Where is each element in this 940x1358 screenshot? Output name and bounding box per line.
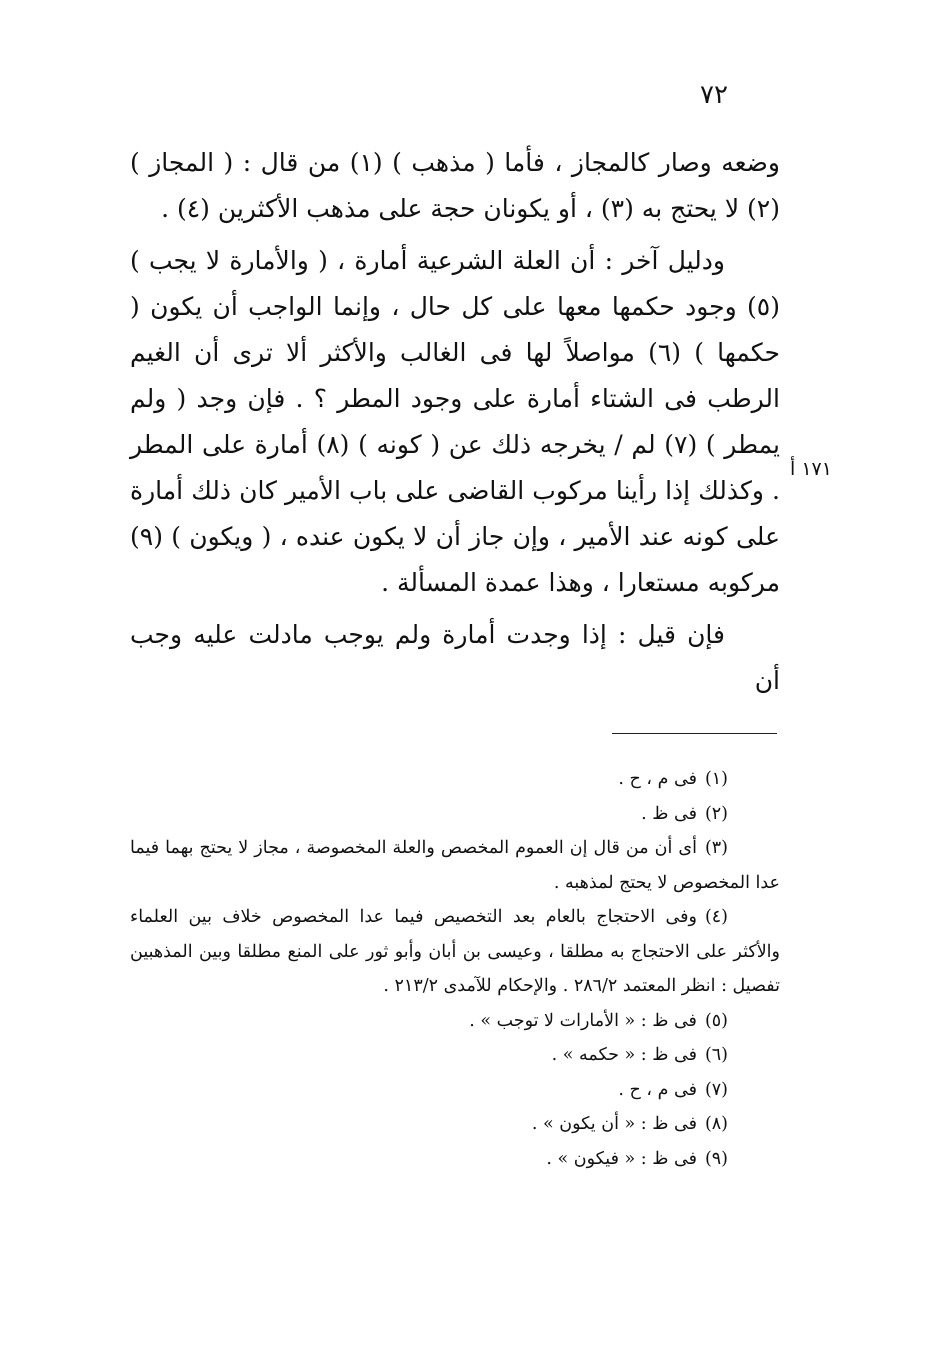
footnote-number: (٦) <box>704 1045 728 1065</box>
footnote-text: فى ظ : « أن يكون » . <box>531 1114 697 1134</box>
footnote-3 <box>130 831 780 900</box>
footnote-text: فى م ، ح . <box>618 1079 697 1100</box>
footnote-text: فى ظ . <box>641 803 697 824</box>
footnote-separator <box>612 733 777 734</box>
footnote-text: فى ظ : « الأمارات لا توجب » . <box>469 1010 697 1031</box>
margin-folio-note: ١٧١ أ <box>790 458 832 480</box>
footnote-number: (٣) <box>704 838 728 858</box>
footnote-4 <box>130 900 780 1004</box>
footnote-7 <box>130 1073 780 1108</box>
paragraph-2: ودليل آخر : أن العلة الشرعية أمارة ، ( والأمارة لا يجب ) (٥) وجود حكمها معها على كل حال ، وإنما الواجب أن يكون ( حكمها ) (٦) مواصلاً لها فى الغالب والأكثر ألا ترى أن الغيم الرطب فى الشتاء أمارة على وجود المطر ؟ . فإن وجد ( ولم يمطر ) (٧) لم / يخرجه ذلك عن ( كونه ) (٨) أمارة على المطر . وكذلك إذا رأينا مركوب القاضى على باب الأمير كان ذلك أمارة على كونه عند الأمير ، وإن جاز أن لا يكون عنده ، ( ويكون ) (٩) مركوبه مستعارا ، وهذا عمدة المسألة . <box>130 246 780 597</box>
footnote-6 <box>130 1038 780 1073</box>
footnote-text: فى ظ : « حكمه » . <box>551 1045 697 1065</box>
footnotes <box>130 762 780 1176</box>
footnote-1 <box>130 762 780 797</box>
footnote-9 <box>130 1142 780 1177</box>
footnote-text: أى أن من قال إن العموم المخصص والعلة المخصوصة ، مجاز لا يحتج بهما فيما عدا المخصوص لا يحتج لمذهبه . <box>130 838 780 893</box>
footnote-5 <box>130 1004 780 1039</box>
paragraph-3: فإن قيل : إذا وجدت أمارة ولم يوجب مادلت عليه وجب أن <box>130 620 780 695</box>
footnote-text: وفى الاحتجاج بالعام بعد التخصيص فيما عدا المخصوص خلاف بين العلماء والأكثر على الاحتجاج به مطلقا ، وعيسى بن أبان وأبو ثور على المنع مطلقا وبين المذهبين تفصيل : انظر المعتمد ٢٨٦/٢ . والإحكام للآمدى ٢١٣/٢ . <box>130 907 780 996</box>
page-number: ٧٢ <box>700 80 728 110</box>
footnote-number: (٩) <box>704 1148 728 1169</box>
footnote-2 <box>130 797 780 832</box>
paragraph-1: وضعه وصار كالمجاز ، فأما ( مذهب ) (١) من قال : ( المجاز ) (٢) لا يحتج به (٣) ، أو يكونان حجة على مذهب الأكثرين (٤) . <box>130 148 780 223</box>
footnote-number: (٤) <box>704 907 728 927</box>
footnote-text: فى ظ : « فيكون » . <box>546 1148 697 1169</box>
footnote-8 <box>130 1107 780 1142</box>
footnote-number: (٧) <box>704 1079 728 1100</box>
footnote-number: (١) <box>704 769 728 789</box>
footnote-number: (٨) <box>704 1114 728 1134</box>
main-text <box>130 140 780 704</box>
footnote-number: (٢) <box>704 803 728 824</box>
footnote-number: (٥) <box>704 1010 728 1031</box>
footnote-text: فى م ، ح . <box>618 769 697 789</box>
